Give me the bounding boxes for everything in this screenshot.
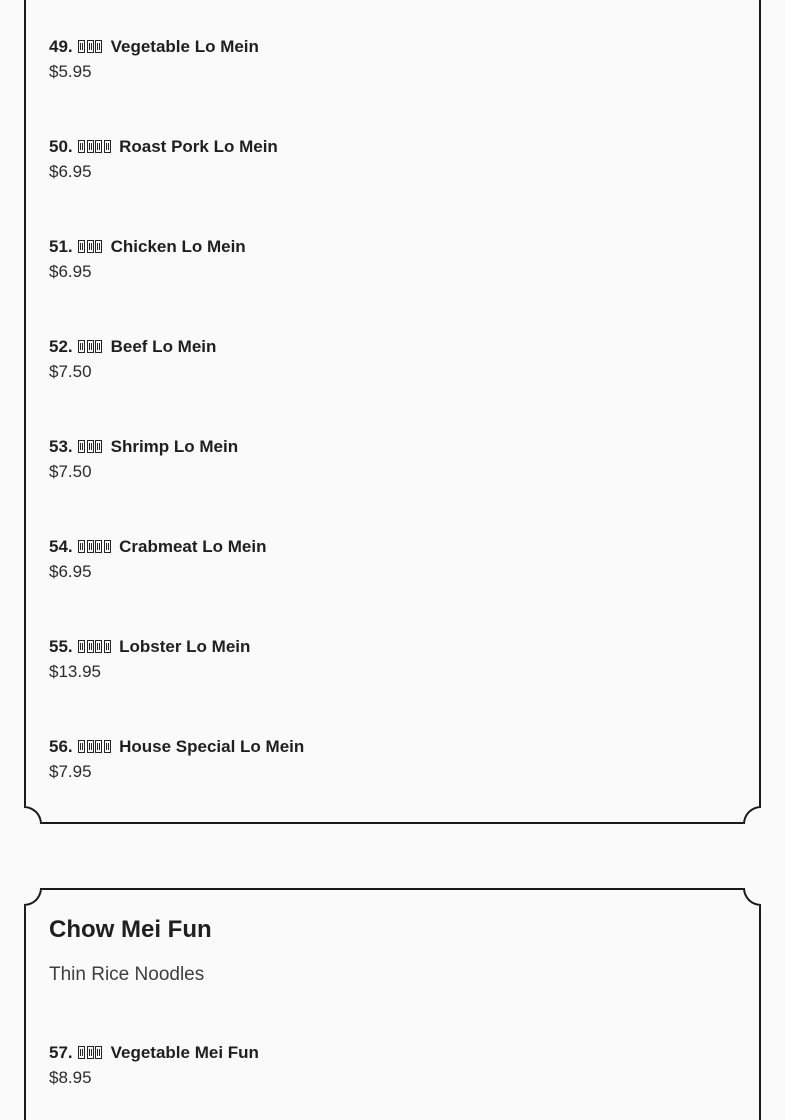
missing-glyph-box <box>87 440 94 453</box>
missing-glyph-box <box>78 340 85 353</box>
missing-glyph-box <box>95 240 102 253</box>
menu-item[interactable] <box>49 234 736 284</box>
section-subtitle: Thin Rice Noodles <box>49 964 205 985</box>
menu-item[interactable] <box>49 1040 736 1090</box>
missing-glyph-box <box>78 540 85 553</box>
item-number: 57. <box>49 1043 73 1062</box>
item-title-line <box>49 1040 736 1066</box>
missing-glyph-box <box>104 140 111 153</box>
item-price: $13.95 <box>49 662 101 681</box>
missing-glyph-box <box>78 140 85 153</box>
item-cn-placeholder <box>78 1040 104 1066</box>
item-title-line <box>49 534 736 560</box>
item-name: Beef Lo Mein <box>110 337 217 356</box>
item-price: $7.95 <box>49 762 92 781</box>
menu-items-list <box>49 34 736 784</box>
menu-item[interactable] <box>49 134 736 184</box>
missing-glyph-box <box>78 40 85 53</box>
item-name: Vegetable Mei Fun <box>110 1043 259 1062</box>
item-title-line <box>49 234 736 260</box>
menu-section-card-lo-mein <box>24 0 761 824</box>
item-title-line <box>49 634 736 660</box>
item-title-line <box>49 734 736 760</box>
missing-glyph-box <box>95 740 102 753</box>
item-cn-placeholder <box>78 134 112 160</box>
item-price: $6.95 <box>49 162 92 181</box>
card-border-bottom <box>42 822 743 824</box>
missing-glyph-box <box>78 640 85 653</box>
item-number: 55. <box>49 637 73 656</box>
missing-glyph-box <box>87 640 94 653</box>
item-price: $6.95 <box>49 562 92 581</box>
card-border-left <box>24 0 26 806</box>
item-price: $6.95 <box>49 262 92 281</box>
missing-glyph-box <box>87 240 94 253</box>
item-cn-placeholder <box>78 434 104 460</box>
missing-glyph-box <box>87 40 94 53</box>
card-border-top <box>42 888 743 890</box>
missing-glyph-box <box>95 140 102 153</box>
missing-glyph-box <box>95 640 102 653</box>
menu-item[interactable] <box>49 734 736 784</box>
missing-glyph-box <box>78 240 85 253</box>
card-corner-top-left-notch <box>24 888 42 906</box>
item-number: 54. <box>49 537 73 556</box>
card-corner-top-right-notch <box>743 888 761 906</box>
menu-items-list <box>49 1040 736 1090</box>
menu-item[interactable] <box>49 334 736 384</box>
missing-glyph-box <box>95 340 102 353</box>
item-cn-placeholder <box>78 534 112 560</box>
item-number: 52. <box>49 337 73 356</box>
menu-item[interactable] <box>49 634 736 684</box>
missing-glyph-box <box>78 1046 85 1059</box>
missing-glyph-box <box>95 540 102 553</box>
missing-glyph-box <box>95 440 102 453</box>
card-border-right <box>759 0 761 806</box>
missing-glyph-box <box>87 740 94 753</box>
item-name: Roast Pork Lo Mein <box>119 137 278 156</box>
item-price: $5.95 <box>49 62 92 81</box>
item-price: $8.95 <box>49 1068 92 1087</box>
item-number: 51. <box>49 237 73 256</box>
item-name: Crabmeat Lo Mein <box>119 537 267 556</box>
menu-section-card-chow-mei-fun <box>24 888 761 1120</box>
item-cn-placeholder <box>78 334 104 360</box>
item-title-line <box>49 34 736 60</box>
item-name: Chicken Lo Mein <box>110 237 246 256</box>
missing-glyph-box <box>104 540 111 553</box>
card-border-right <box>759 906 761 1120</box>
item-cn-placeholder <box>78 734 112 760</box>
section-title: Chow Mei Fun <box>49 916 212 943</box>
item-number: 49. <box>49 37 73 56</box>
item-title-line <box>49 334 736 360</box>
item-number: 53. <box>49 437 73 456</box>
card-corner-bottom-right-notch <box>743 806 761 824</box>
missing-glyph-box <box>78 440 85 453</box>
item-number: 56. <box>49 737 73 756</box>
missing-glyph-box <box>78 740 85 753</box>
missing-glyph-box <box>87 340 94 353</box>
card-border-left <box>24 906 26 1120</box>
item-cn-placeholder <box>78 34 104 60</box>
item-cn-placeholder <box>78 234 104 260</box>
item-name: Shrimp Lo Mein <box>110 437 239 456</box>
item-name: Vegetable Lo Mein <box>110 37 259 56</box>
item-title-line <box>49 134 736 160</box>
item-title-line <box>49 434 736 460</box>
item-name: House Special Lo Mein <box>119 737 305 756</box>
missing-glyph-box <box>95 1046 102 1059</box>
menu-item[interactable] <box>49 434 736 484</box>
menu-item[interactable] <box>49 534 736 584</box>
missing-glyph-box <box>87 1046 94 1059</box>
item-number: 50. <box>49 137 73 156</box>
item-price: $7.50 <box>49 462 92 481</box>
menu-item[interactable] <box>49 34 736 84</box>
missing-glyph-box <box>104 740 111 753</box>
missing-glyph-box <box>104 640 111 653</box>
item-cn-placeholder <box>78 634 112 660</box>
card-corner-bottom-left-notch <box>24 806 42 824</box>
item-price: $7.50 <box>49 362 92 381</box>
missing-glyph-box <box>95 40 102 53</box>
missing-glyph-box <box>87 540 94 553</box>
missing-glyph-box <box>87 140 94 153</box>
item-name: Lobster Lo Mein <box>119 637 251 656</box>
